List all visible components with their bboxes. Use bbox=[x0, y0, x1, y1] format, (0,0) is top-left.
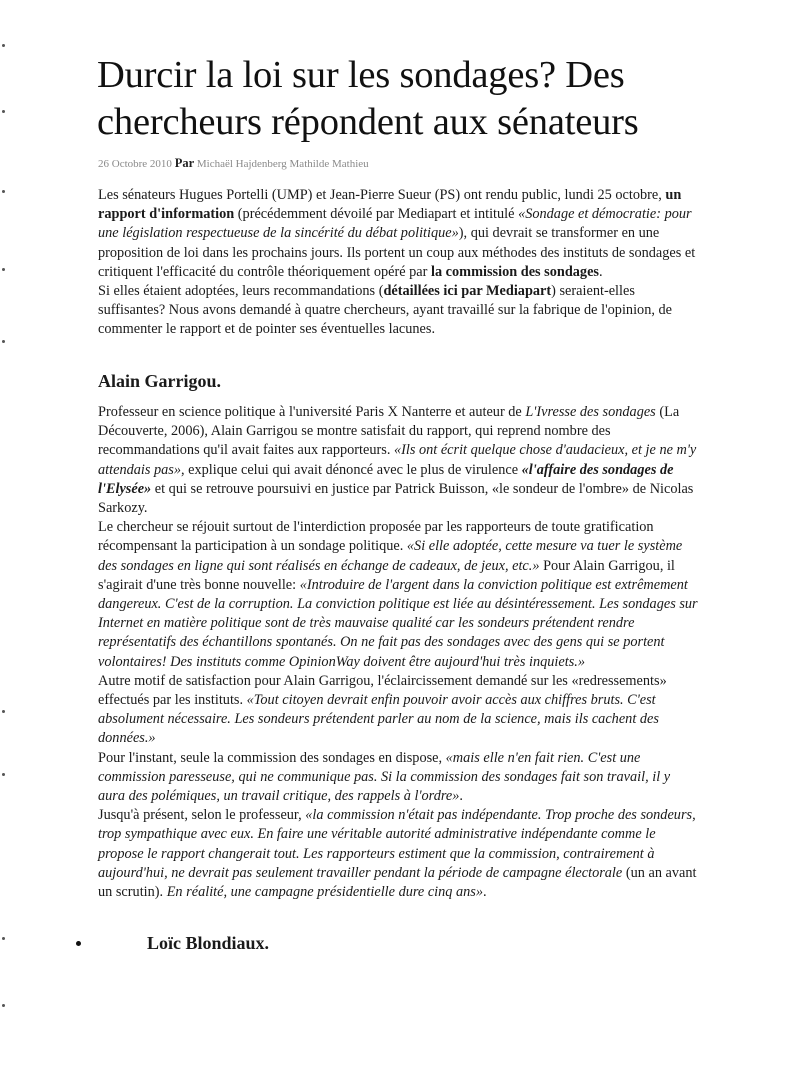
text: Pour Alain Garrigou, il s'agirait d'une très bonne nouvelle: bbox=[98, 557, 675, 593]
garrigou-paragraph-5 bbox=[98, 806, 700, 902]
margin-mark bbox=[2, 710, 5, 713]
report-title: «Sondage et démocratie: pour une législation respectueuse de la sincérité du débat politique» bbox=[98, 206, 692, 242]
article-authors[interactable]: Michaël Hajdenberg Mathilde Mathieu bbox=[196, 158, 369, 170]
garrigou-paragraph-1 bbox=[98, 403, 700, 518]
garrigou-paragraph-3 bbox=[98, 672, 700, 749]
text: (un an avant un scrutin). bbox=[98, 864, 697, 901]
text: . bbox=[599, 263, 603, 280]
margin-mark bbox=[2, 937, 5, 940]
text: ) seraient-elles suffisantes? Nous avons demandé à quatre chercheurs, ayant travaillé sur la fabrique de l'opinion, de commenter le rapport et de pointer ses éventuelles lacunes. bbox=[98, 283, 672, 338]
byline bbox=[98, 155, 758, 172]
margin-mark bbox=[2, 268, 5, 271]
intro bbox=[98, 186, 698, 340]
text: ), qui devrait se transformer en une proposition de loi dans les prochains jours. Ils portent un coup aux méthodes des instituts de sondages et critiquent l'efficacité du contrôle théoriquement opéré par bbox=[98, 225, 696, 280]
section-heading-blondiaux: Loïc Blondiaux. bbox=[147, 933, 270, 953]
text: Le chercheur se réjouit surtout de l'interdiction proposée par les rapporteurs de toute gratification récompensant la participation à un sondage politique. bbox=[98, 519, 654, 555]
text: Professeur en science politique à l'université Paris X Nanterre et auteur de bbox=[98, 404, 526, 420]
recommendations-link[interactable]: détaillées ici par Mediapart bbox=[383, 283, 552, 300]
text: Les sénateurs Hugues Portelli (UMP) et Jean-Pierre Sueur (PS) ont rendu public, lundi 25 octobre, bbox=[98, 187, 666, 203]
garrigou-paragraph-2 bbox=[98, 518, 700, 672]
quote: «Introduire de l'argent dans la conviction politique est extrêmement dangereux. C'est de la corruption. La conviction politique est liée au désintéressement. Les sondages sur Internet en matière politique sont de très mauvaise qualité car les sondeurs prétendent rendre représentatifs des échantillons spontanés. On ne fait pas des sondages avec des gens qui se portent volontaires! Des instituts comme OpinionWay doivent être aujourd'hui très inquiets.» bbox=[98, 576, 698, 670]
text: Autre motif de satisfaction pour Alain Garrigou, l'éclaircissement demandé sur les «redressements» effectués par les instituts. bbox=[98, 672, 667, 709]
byline-label: Par bbox=[174, 156, 195, 170]
text: . bbox=[483, 884, 487, 901]
section-garrigou bbox=[98, 403, 700, 902]
margin-mark bbox=[2, 340, 5, 343]
text: Pour l'instant, seule la commission des sondages en dispose, bbox=[98, 749, 446, 766]
text: , explique celui qui avait dénoncé avec le plus de virulence bbox=[181, 461, 522, 478]
bullet-icon bbox=[76, 941, 81, 946]
quote: «mais elle n'en fait rien. C'est une commission paresseuse, qui ne communique pas. Si la commission des sondages fait son travail, il y aura des polémiques, un travail critique, des rappels à l'ordre» bbox=[98, 749, 671, 805]
text: (La Découverte, 2006), Alain Garrigou se montre satisfait du rapport, qui reprend nombre des recommandations qu'il avait faites aux rapporteurs. bbox=[98, 404, 680, 459]
margin-mark bbox=[2, 1004, 5, 1007]
quote: «Si elle adoptée, cette mesure va tuer le système des sondages en ligne qui sont réalisés en échange de cadeaux, de jeux, etc.» bbox=[98, 538, 683, 574]
quote: En réalité, une campagne présidentielle dure cinq ans» bbox=[166, 884, 484, 901]
margin-mark bbox=[2, 110, 5, 113]
margin-mark bbox=[2, 773, 5, 776]
text: Si elles étaient adoptées, leurs recommandations ( bbox=[98, 283, 384, 300]
text: . bbox=[459, 788, 463, 805]
elysee-affair-link[interactable]: «l'affaire des sondages de l'Elysée» bbox=[98, 461, 674, 497]
text: et qui se retrouve poursuivi en justice par Patrick Buisson, «le sondeur de l'ombre» de Nicolas Sarkozy. bbox=[98, 480, 694, 517]
article-date: 26 Octobre 2010 bbox=[98, 158, 172, 170]
margin-mark bbox=[2, 190, 5, 193]
report-link[interactable]: un rapport d'information bbox=[98, 187, 682, 223]
intro-paragraph-2 bbox=[98, 282, 698, 340]
quote: «Tout citoyen devrait enfin pouvoir avoir accès aux chiffres bruts. C'est absolument nécessaire. Les sondeurs prétendent parler au nom de la science, mais ils cachent des données.» bbox=[98, 692, 659, 747]
section-heading-garrigou: Alain Garrigou. bbox=[98, 371, 222, 391]
quote: «Ils ont écrit quelque chose d'audacieux, et je ne m'y attendais pas» bbox=[98, 442, 697, 478]
article-title: Durcir la loi sur les sondages? Des chercheurs répondent aux sénateurs bbox=[97, 54, 639, 143]
commission-link[interactable]: la commission des sondages bbox=[430, 263, 599, 280]
intro-paragraph-1 bbox=[98, 186, 698, 282]
text: Jusqu'à présent, selon le professeur, bbox=[98, 807, 306, 824]
garrigou-paragraph-4 bbox=[98, 749, 700, 807]
margin-mark bbox=[2, 44, 5, 47]
text: (précédemment dévoilé par Mediapart et intitulé bbox=[234, 206, 519, 223]
book-title: L'Ivresse des sondages bbox=[525, 404, 656, 420]
quote: «la commission n'était pas indépendante. Trop proche des sondeurs, trop sympathique avec eux. En faire une véritable autorité administrative indépendante comme le propose le rapport changerait tout. Les rapporteurs estiment que la commission, contrairement à aujourd'hui, ne devrait pas seulement travailler pendant la période de campagne électorale bbox=[98, 807, 696, 881]
